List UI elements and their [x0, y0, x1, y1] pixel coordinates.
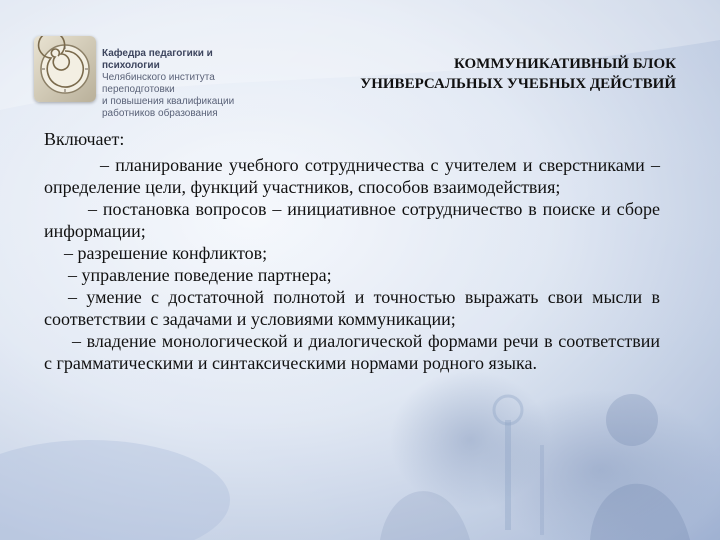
nautilus-shell-clock-icon	[34, 36, 96, 102]
org-line: и повышения квалификации	[102, 96, 235, 107]
org-line: Кафедра педагогики и психологии	[102, 48, 213, 71]
slide-title	[360, 54, 676, 94]
logo	[34, 36, 96, 102]
list-item: – владение монологической и диалогической формами речи в соответствии с грамматическими и синтаксическими нормами родного языка.	[44, 331, 660, 373]
list-item: – постановка вопросов – инициативное сотрудничество в поиске и сборе информации;	[44, 199, 660, 241]
list-item: – планирование учебного сотрудничества с учителем и сверстниками – определение цели, функций участников, способов взаимодействия;	[44, 155, 660, 197]
list-item: – умение с достаточной полнотой и точностью выражать свои мысли в соответствии с задачами и условиями коммуникации;	[44, 287, 660, 329]
organization-name	[102, 48, 272, 120]
org-line: работников образования	[102, 108, 218, 119]
list-item: – разрешение конфликтов;	[64, 243, 268, 263]
title-line: УНИВЕРСАЛЬНЫХ УЧЕБНЫХ ДЕЙСТВИЙ	[360, 76, 676, 92]
list-item: – управление поведение партнера;	[68, 265, 332, 285]
title-line: КОММУНИКАТИВНЫЙ БЛОК	[454, 56, 676, 72]
org-line: Челябинского института переподготовки	[102, 72, 215, 95]
content-body	[44, 128, 660, 374]
intro-text: Включает:	[44, 129, 125, 149]
